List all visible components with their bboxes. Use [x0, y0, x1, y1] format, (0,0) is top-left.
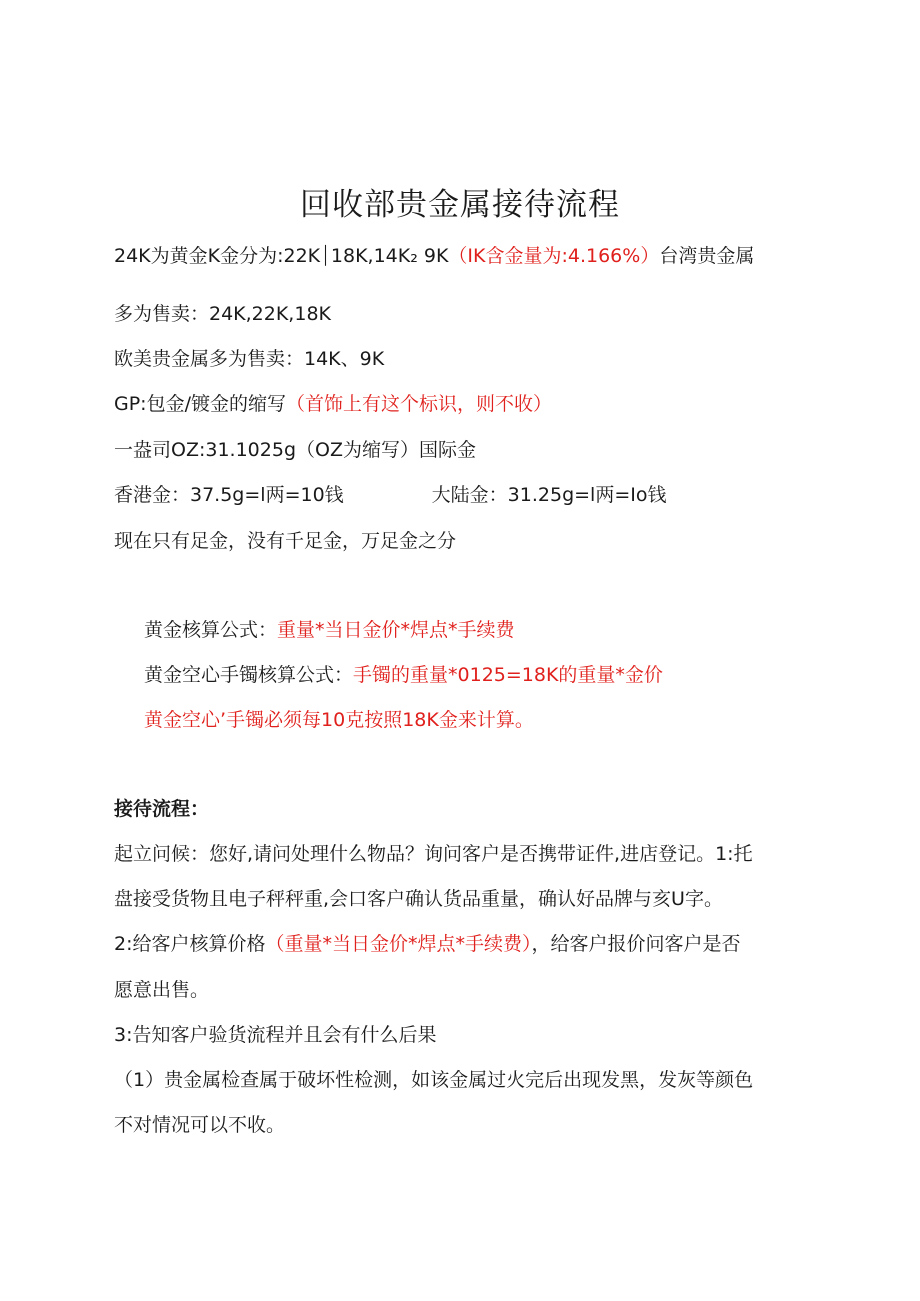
process-step2-line1 — [114, 930, 814, 958]
process-step2-line2: 愿意出售。 — [114, 979, 210, 1001]
hongkong-gold: 香港金：37.5g=l两=10钱 — [114, 484, 344, 506]
gold-formula-label: 黄金核算公式： — [144, 619, 278, 641]
karat-purity-note: （IK含金量为:4.166%） — [448, 245, 660, 267]
bangle-formula-line — [144, 661, 844, 689]
process-step1-line2: 盘接受货物且电子秤秤重,会口客户确认货品重量，确认好品牌与亥U字。 — [114, 888, 723, 910]
process-heading: 接待流程： — [114, 798, 210, 820]
ounce-line: 一盎司OZ:31.1025g（OZ为缩写）国际金 — [114, 439, 476, 461]
process-step1-line1: 起立问候：您好,请问处理什么物品？询问客户是否携带证件,进店登记。1:托 — [114, 843, 753, 865]
bangle-formula: 手镯的重量*0125=18K的重量*金价 — [353, 664, 663, 686]
gp-line — [114, 390, 814, 418]
karat-info-line — [114, 242, 814, 270]
gp-text: GP:包金/镀金的缩写 — [114, 393, 286, 415]
gold-formula: 重量*当日金价*焊点*手续费 — [277, 619, 515, 641]
karat-text: 24K为黄金K金分为:22K⏐18K,14K₂ 9K — [114, 245, 449, 267]
page-title: 回收部贵金属接待流程 — [300, 187, 620, 223]
process-step3-sub1-line1: （1）贵金属检查属于破坏性检测，如该金属过火完后出现发黑，发灰等颜色 — [114, 1069, 754, 1091]
gp-warning: （首饰上有这个标识，则不收） — [285, 393, 552, 415]
taiwan-text: 台湾贵金属 — [659, 245, 755, 267]
process-step3: 3:告知客户验货流程并且会有什么后果 — [114, 1024, 437, 1046]
step2-tail: ，给客户报价问客户是否 — [531, 933, 741, 955]
mainland-gold: 大陆金：31.25g=l两=Io钱 — [431, 484, 667, 506]
gold-formula-line — [144, 616, 844, 644]
bangle-rule-line: 黄金空心’手镯必须每10克按照18K金来计算。 — [144, 709, 534, 731]
taiwan-sale-line: 多为售卖：24K,22K,18K — [114, 303, 331, 325]
purity-line: 现在只有足金，没有千足金，万足金之分 — [114, 530, 457, 552]
europe-sale-line: 欧美贵金属多为售卖：14K、9K — [114, 348, 385, 370]
step2-formula: （重量*当日金价*焊点*手续费） — [265, 933, 532, 955]
gold-weight-line — [114, 481, 814, 509]
bangle-formula-label: 黄金空心手镯核算公式： — [144, 664, 354, 686]
process-step3-sub1-line2: 不对情况可以不收。 — [114, 1114, 286, 1136]
step2-text: 2:给客户核算价格 — [114, 933, 266, 955]
